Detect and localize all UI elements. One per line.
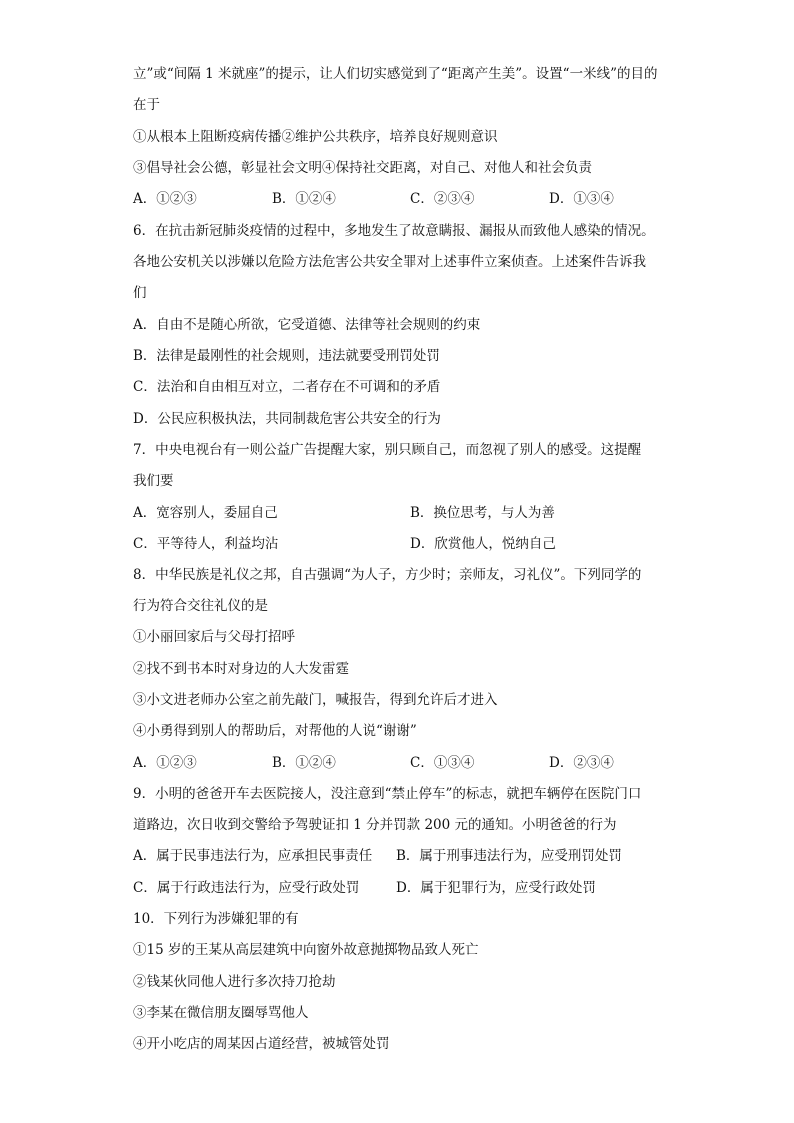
question-7-text: 7．中央电视台有一则公益广告提醒大家，别只顾自己，而忽视了别人的感受。这提醒 — [133, 442, 642, 458]
answer-option-b: B．①②④ — [272, 755, 336, 771]
question-text: 在于 — [133, 97, 160, 113]
answer-option-b: B．换位思考，与人为善 — [410, 505, 555, 521]
answer-option-a: A．①②③ — [133, 755, 197, 771]
answer-option-d: D．欣赏他人，悦纳自己 — [410, 536, 556, 552]
question-7-text: 我们要 — [133, 473, 174, 489]
answer-option-b: B．属于刑事违法行为，应受刑罚处罚 — [396, 848, 622, 864]
statement-item: ②找不到书本时对身边的人大发雷霆 — [133, 661, 349, 677]
answer-option-a: A．宽容别人，委屈自己 — [133, 505, 278, 521]
question-text: 立”或“间隔 1 米就座”的提示，让人们切实感觉到了“距离产生美”。设置“一米线”的目的 — [133, 66, 658, 82]
answer-option-d: D．属于犯罪行为，应受行政处罚 — [396, 880, 596, 896]
statement-item: ①从根本上阻断疫病传播②维护公共秩序，培养良好规则意识 — [133, 129, 498, 145]
question-8-text: 行为符合交往礼仪的是 — [133, 598, 268, 614]
question-9-text: 9．小明的爸爸开车去医院接人，没注意到“禁止停车”的标志，就把车辆停在医院门口 — [133, 786, 642, 802]
answer-option-c: C．①③④ — [410, 755, 475, 771]
question-10-text: 10．下列行为涉嫌犯罪的有 — [133, 911, 299, 927]
answer-option-a: A．自由不是随心所欲，它受道德、法律等社会规则的约束 — [133, 317, 481, 333]
answer-option-c: C．平等待人，利益均沾 — [133, 536, 279, 552]
answer-option-a: A．①②③ — [133, 191, 197, 207]
question-6-text: 们 — [133, 285, 147, 301]
answer-option-d: D．②③④ — [549, 755, 614, 771]
statement-item: ①15 岁的王某从高层建筑中向窗外故意抛掷物品致人死亡 — [133, 942, 479, 958]
statement-item: ④开小吃店的周某因占道经营，被城管处罚 — [133, 1036, 390, 1052]
answer-option-c: C．法治和自由相互对立，二者存在不可调和的矛盾 — [133, 379, 441, 395]
statement-item: ②钱某伙同他人进行多次持刀抢劫 — [133, 974, 336, 990]
answer-option-c: C．属于行政违法行为，应受行政处罚 — [133, 880, 360, 896]
statement-item: ③倡导社会公德，彰显社会文明④保持社交距离，对自己、对他人和社会负责 — [133, 160, 592, 176]
statement-item: ①小丽回家后与父母打招呼 — [133, 629, 295, 645]
answer-option-d: D．公民应积极执法，共同制裁危害公共安全的行为 — [133, 411, 441, 427]
answer-option-a: A．属于民事违法行为，应承担民事责任 — [133, 848, 373, 864]
statement-item: ④小勇得到别人的帮助后，对帮他的人说“谢谢” — [133, 723, 417, 739]
question-8-text: 8．中华民族是礼仪之邦，自古强调“为人子，方少时；亲师友，习礼仪”。下列同学的 — [133, 567, 642, 583]
answer-option-c: C．②③④ — [410, 191, 475, 207]
answer-option-b: B．①②④ — [272, 191, 336, 207]
question-9-text: 道路边，次日收到交警给予驾驶证扣 1 分并罚款 200 元的通知。小明爸爸的行为 — [133, 817, 617, 833]
question-6-text: 各地公安机关以涉嫌以危险方法危害公共安全罪对上述事件立案侦查。上述案件告诉我 — [133, 254, 646, 270]
statement-item: ③小文进老师办公室之前先敲门，喊报告，得到允许后才进入 — [133, 692, 498, 708]
answer-option-d: D．①③④ — [549, 191, 614, 207]
question-6-text: 6．在抗击新冠肺炎疫情的过程中，多地发生了故意瞒报、漏报从而致他人感染的情况。 — [133, 223, 655, 239]
statement-item: ③李某在微信朋友圈辱骂他人 — [133, 1005, 309, 1021]
answer-option-b: B．法律是最刚性的社会规则，违法就要受刑罚处罚 — [133, 348, 440, 364]
